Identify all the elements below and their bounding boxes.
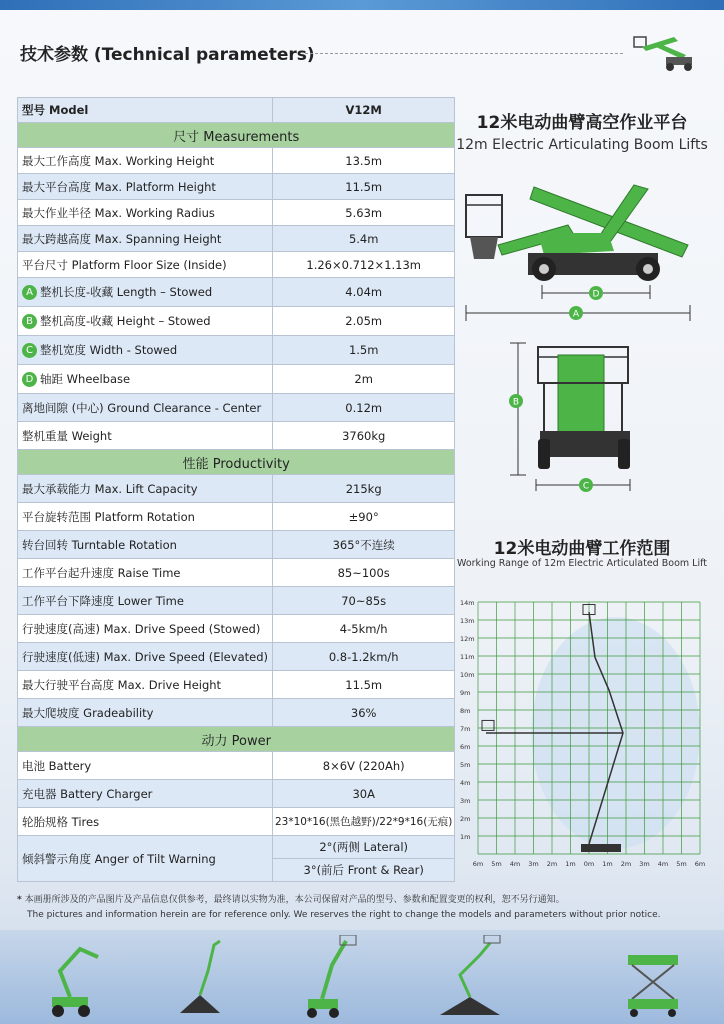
y-tick-label: 13m xyxy=(460,617,475,625)
y-tick-label: 1m xyxy=(460,833,471,841)
product-title: 12米电动曲臂高空作业平台 xyxy=(476,113,688,133)
spec-value: 2m xyxy=(272,365,454,394)
spec-value: 4.04m xyxy=(272,278,454,307)
spec-key: 最大跨越高度 Max. Spanning Height xyxy=(18,226,273,252)
product-lineup-images xyxy=(40,935,700,1020)
spec-value: 215kg xyxy=(272,475,454,503)
y-tick-label: 6m xyxy=(460,743,471,751)
spec-value: 0.12m xyxy=(272,394,454,422)
dim-label-d: D xyxy=(592,289,600,300)
spec-value: 2.05m xyxy=(272,307,454,336)
x-tick-label: 6m xyxy=(694,860,706,868)
page-title: 技术参数 (Technical parameters) xyxy=(20,45,315,65)
y-tick-label: 9m xyxy=(460,689,471,697)
title-divider xyxy=(305,53,623,54)
side-view-diagram xyxy=(458,175,698,325)
spec-key: 行驶速度(高速) Max. Drive Speed (Stowed) xyxy=(18,615,273,643)
working-range-chart xyxy=(458,592,708,874)
spec-key: 最大平台高度 Max. Platform Height xyxy=(18,174,273,200)
range-title: 12米电动曲臂工作范围 xyxy=(493,539,671,559)
spec-value: 11.5m xyxy=(272,174,454,200)
badge-a-icon: A xyxy=(22,285,37,300)
x-tick-label: 1m xyxy=(602,860,613,868)
lift-image-4 xyxy=(440,935,500,1015)
spec-key: 充电器 Battery Charger xyxy=(18,780,273,808)
spec-value: 8×6V (220Ah) xyxy=(272,752,454,780)
y-tick-label: 12m xyxy=(460,635,475,643)
note-star: * xyxy=(17,895,22,905)
spec-key: 最大承载能力 Max. Lift Capacity xyxy=(18,475,273,503)
x-tick-label: 3m xyxy=(639,860,650,868)
spec-key: 平台旋转范围 Platform Rotation xyxy=(18,503,273,531)
x-tick-label: 3m xyxy=(528,860,539,868)
spec-key: 轴距 Wheelbase xyxy=(40,372,131,386)
lift-image-3 xyxy=(307,935,356,1018)
spec-key: 离地间隙 (中心) Ground Clearance - Center xyxy=(18,394,273,422)
spec-value: 5.4m xyxy=(272,226,454,252)
spec-value: 5.63m xyxy=(272,200,454,226)
spec-value: 11.5m xyxy=(272,671,454,699)
spec-value: 13.5m xyxy=(272,148,454,174)
section-productivity: 性能 Productivity xyxy=(18,450,455,475)
spec-key: 工作平台起升速度 Raise Time xyxy=(18,559,273,587)
disclaimer-note xyxy=(17,893,717,923)
boom-lift-logo-icon xyxy=(628,33,698,73)
x-tick-label: 4m xyxy=(509,860,521,868)
y-tick-label: 4m xyxy=(460,779,471,787)
section-power: 动力 Power xyxy=(18,727,455,752)
spec-value: 1.5m xyxy=(272,336,454,365)
spec-key: 整机长度-收藏 Length – Stowed xyxy=(40,285,213,299)
section-measurements: 尺寸 Measurements xyxy=(18,123,455,148)
dim-label-c: C xyxy=(582,481,590,492)
table-header-row xyxy=(18,98,455,123)
model-label: 型号 Model xyxy=(18,98,273,123)
lift-image-2 xyxy=(180,941,220,1013)
spec-value: 4-5km/h xyxy=(272,615,454,643)
spec-value: 2°(两侧 Lateral) xyxy=(272,836,454,859)
dim-label-a: A xyxy=(572,309,580,320)
x-tick-label: 5m xyxy=(676,860,687,868)
note-cn: 本画册所涉及的产品图片及产品信息仅供参考，最终请以实物为准，本公司保留对产品的型号、参数和配置变更的权利，恕不另行通知。 xyxy=(24,895,565,905)
x-tick-label: 4m xyxy=(657,860,669,868)
spec-value: 36% xyxy=(272,699,454,727)
spec-value-secondary: 3°(前后 Front & Rear) xyxy=(272,859,454,882)
spec-value: 0.8-1.2km/h xyxy=(272,643,454,671)
y-tick-label: 14m xyxy=(460,599,475,607)
spec-key: 整机重量 Weight xyxy=(18,422,273,450)
spec-key: 最大爬坡度 Gradeability xyxy=(18,699,273,727)
lift-image-1 xyxy=(52,949,98,1017)
top-bar xyxy=(0,0,724,10)
x-tick-label: 2m xyxy=(546,860,558,868)
spec-value: 3760kg xyxy=(272,422,454,450)
spec-key: 倾斜警示角度 Anger of Tilt Warning xyxy=(18,836,273,882)
spec-value: ±90° xyxy=(272,503,454,531)
front-view-diagram xyxy=(500,335,660,495)
x-tick-label: 5m xyxy=(491,860,502,868)
y-tick-label: 5m xyxy=(460,761,471,769)
spec-value: 1.26×0.712×1.13m xyxy=(272,252,454,278)
spec-key: 最大作业半径 Max. Working Radius xyxy=(18,200,273,226)
spec-value: 30A xyxy=(272,780,454,808)
model-value: V12M xyxy=(272,98,454,123)
range-subtitle: Working Range of 12m Electric Articulated Boom Lift xyxy=(456,558,707,569)
dim-label-b: B xyxy=(512,397,520,408)
spec-value: 70~85s xyxy=(272,587,454,615)
badge-d-icon: D xyxy=(22,372,37,387)
spec-value: 85~100s xyxy=(272,559,454,587)
spec-value: 23*10*16(黑色越野)/22*9*16(无痕) xyxy=(272,808,454,836)
y-tick-label: 11m xyxy=(460,653,475,661)
spec-key: 整机宽度 Width - Stowed xyxy=(40,343,178,357)
spec-key: 整机高度-收藏 Height – Stowed xyxy=(40,314,211,328)
x-tick-label: 6m xyxy=(472,860,484,868)
spec-key: 最大工作高度 Max. Working Height xyxy=(18,148,273,174)
spec-key: 工作平台下降速度 Lower Time xyxy=(18,587,273,615)
y-tick-label: 8m xyxy=(460,707,471,715)
spec-key: 最大行驶平台高度 Max. Drive Height xyxy=(18,671,273,699)
y-tick-label: 10m xyxy=(460,671,475,679)
spec-value: 365°不连续 xyxy=(272,531,454,559)
spec-key: 电池 Battery xyxy=(18,752,273,780)
badge-b-icon: B xyxy=(22,314,37,329)
spec-key: 转台回转 Turntable Rotation xyxy=(18,531,273,559)
x-tick-label: 0m xyxy=(583,860,595,868)
spec-key: 轮胎规格 Tires xyxy=(18,808,273,836)
y-tick-label: 2m xyxy=(460,815,471,823)
badge-c-icon: C xyxy=(22,343,37,358)
x-tick-label: 2m xyxy=(620,860,632,868)
note-en: The pictures and information herein are for reference only. We reserves the right to change the models and parameters without prior notice. xyxy=(27,910,661,920)
lift-image-5 xyxy=(628,955,678,1017)
spec-table xyxy=(17,97,455,882)
x-tick-label: 1m xyxy=(565,860,576,868)
y-tick-label: 3m xyxy=(460,797,471,805)
product-subtitle: 12m Electric Articulating Boom Lifts xyxy=(456,137,708,153)
y-tick-label: 7m xyxy=(460,725,471,733)
spec-key: 行驶速度(低速) Max. Drive Speed (Elevated) xyxy=(18,643,273,671)
spec-key: 平台尺寸 Platform Floor Size (Inside) xyxy=(18,252,273,278)
